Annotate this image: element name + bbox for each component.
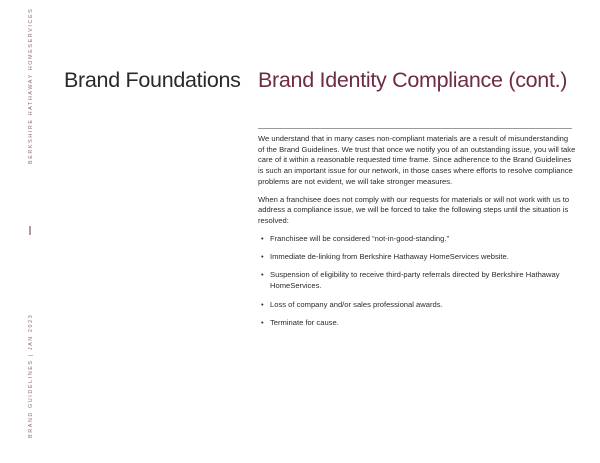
list-item [258, 234, 576, 245]
sidebar-guidelines-label [28, 313, 38, 438]
body-content [258, 134, 576, 336]
sidebar-guidelines-text: BRAND GUIDELINES | JAN 2023 [28, 313, 34, 438]
list-item [258, 252, 576, 263]
consequence-list [258, 234, 576, 329]
bullet-icon: • [261, 233, 264, 243]
list-item-text: Suspension of eligibility to receive third-party referrals directed by Berkshire Hathaway HomeServices. [270, 270, 560, 291]
list-item-text: Franchisee will be considered “not-in-good-standing.” [270, 233, 449, 243]
paragraph-intro: We understand that in many cases non-compliant materials are a result of misunderstanding of the Brand Guidelines. We trust that once we notify you of an outstanding issue, you will take care of it within a reasonable requested time frame. Since adherence to the Brand Guidelines is such an important issue for our network, in those cases where efforts to resolve compliance problems are not evident, we will take stronger measures. [258, 134, 576, 186]
bullet-icon: • [261, 270, 264, 280]
list-item-text: Loss of company and/or sales professional awards. [270, 299, 443, 309]
list-item [258, 300, 576, 311]
title-divider [258, 128, 572, 129]
list-item-text: Immediate de-linking from Berkshire Hathaway HomeServices website. [270, 252, 509, 262]
paragraph-non-compliance: When a franchisee does not comply with our requests for materials or will not work with us to address a compliance issue, we will be forced to take the following steps until the situation is resolved: [258, 194, 570, 225]
page-title: Brand Identity Compliance (cont.) [258, 68, 568, 92]
sidebar-brand-text: BERKSHIRE HATHAWAY HOMESERVICES [28, 7, 34, 164]
bullet-icon: • [261, 299, 264, 309]
section-title: Brand Foundations [64, 68, 241, 92]
sidebar-brand-label [28, 7, 38, 164]
list-item-text: Terminate for cause. [270, 317, 339, 327]
list-item [258, 270, 576, 291]
bullet-icon: • [261, 252, 264, 262]
bullet-icon: • [261, 317, 264, 327]
list-item [258, 318, 576, 329]
sidebar-page-marker [29, 226, 31, 235]
